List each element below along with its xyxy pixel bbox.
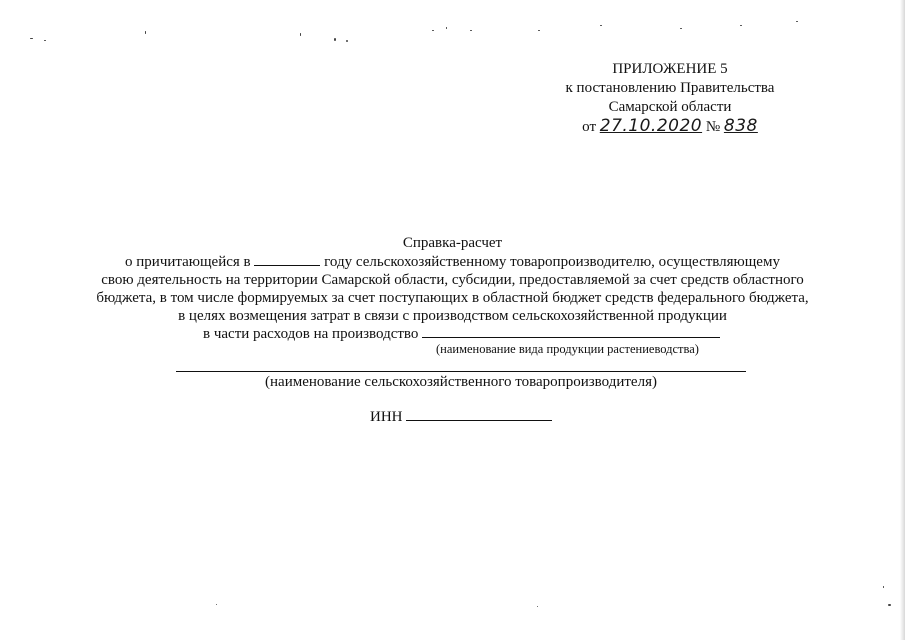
producer-caption: (наименование сельскохозяйственного товаропроизводителя) xyxy=(265,374,657,390)
producer-name-blank-field[interactable] xyxy=(176,371,746,372)
document-title: Справка-расчет xyxy=(402,235,503,251)
appendix-line-decree: к постановлению Правительства xyxy=(565,80,775,96)
year-blank-field[interactable] xyxy=(254,252,320,266)
number-prefix: № xyxy=(705,119,721,135)
product-caption: (наименование вида продукции растениеводства) xyxy=(436,342,699,356)
inn-blank-field[interactable] xyxy=(406,407,552,421)
handwritten-date: 27.10.2020 xyxy=(599,116,703,136)
appendix-block xyxy=(520,60,820,137)
handwritten-number: 838 xyxy=(723,116,758,136)
title-line-4: в целях возмещения затрат в связи с производством сельскохозяйственной продукции xyxy=(178,308,727,324)
title-line-2: свою деятельность на территории Самарской области, субсидии, предоставляемой за счет средств областного xyxy=(101,272,804,288)
inn-label: ИНН xyxy=(370,409,403,425)
production-line xyxy=(203,324,720,343)
document-title-block xyxy=(80,234,825,325)
title-line-1-end: году сельскохозяйственному товаропроизводителю, осуществляющему xyxy=(324,254,780,270)
inn-line xyxy=(370,407,552,426)
title-line-1-start: о причитающейся в xyxy=(125,254,251,270)
title-line-3: бюджета, в том числе формируемых за счет поступающих в областной бюджет средств федерального бюджета, xyxy=(96,290,809,306)
appendix-heading: ПРИЛОЖЕНИЕ 5 xyxy=(612,61,728,77)
scan-edge xyxy=(900,0,905,640)
title-line-1 xyxy=(80,252,825,271)
product-type-blank-field[interactable] xyxy=(422,324,720,338)
appendix-line-region: Самарской области xyxy=(608,99,732,115)
production-label: в части расходов на производство xyxy=(203,326,419,342)
date-prefix: от xyxy=(582,119,596,135)
appendix-date-line xyxy=(520,117,820,137)
